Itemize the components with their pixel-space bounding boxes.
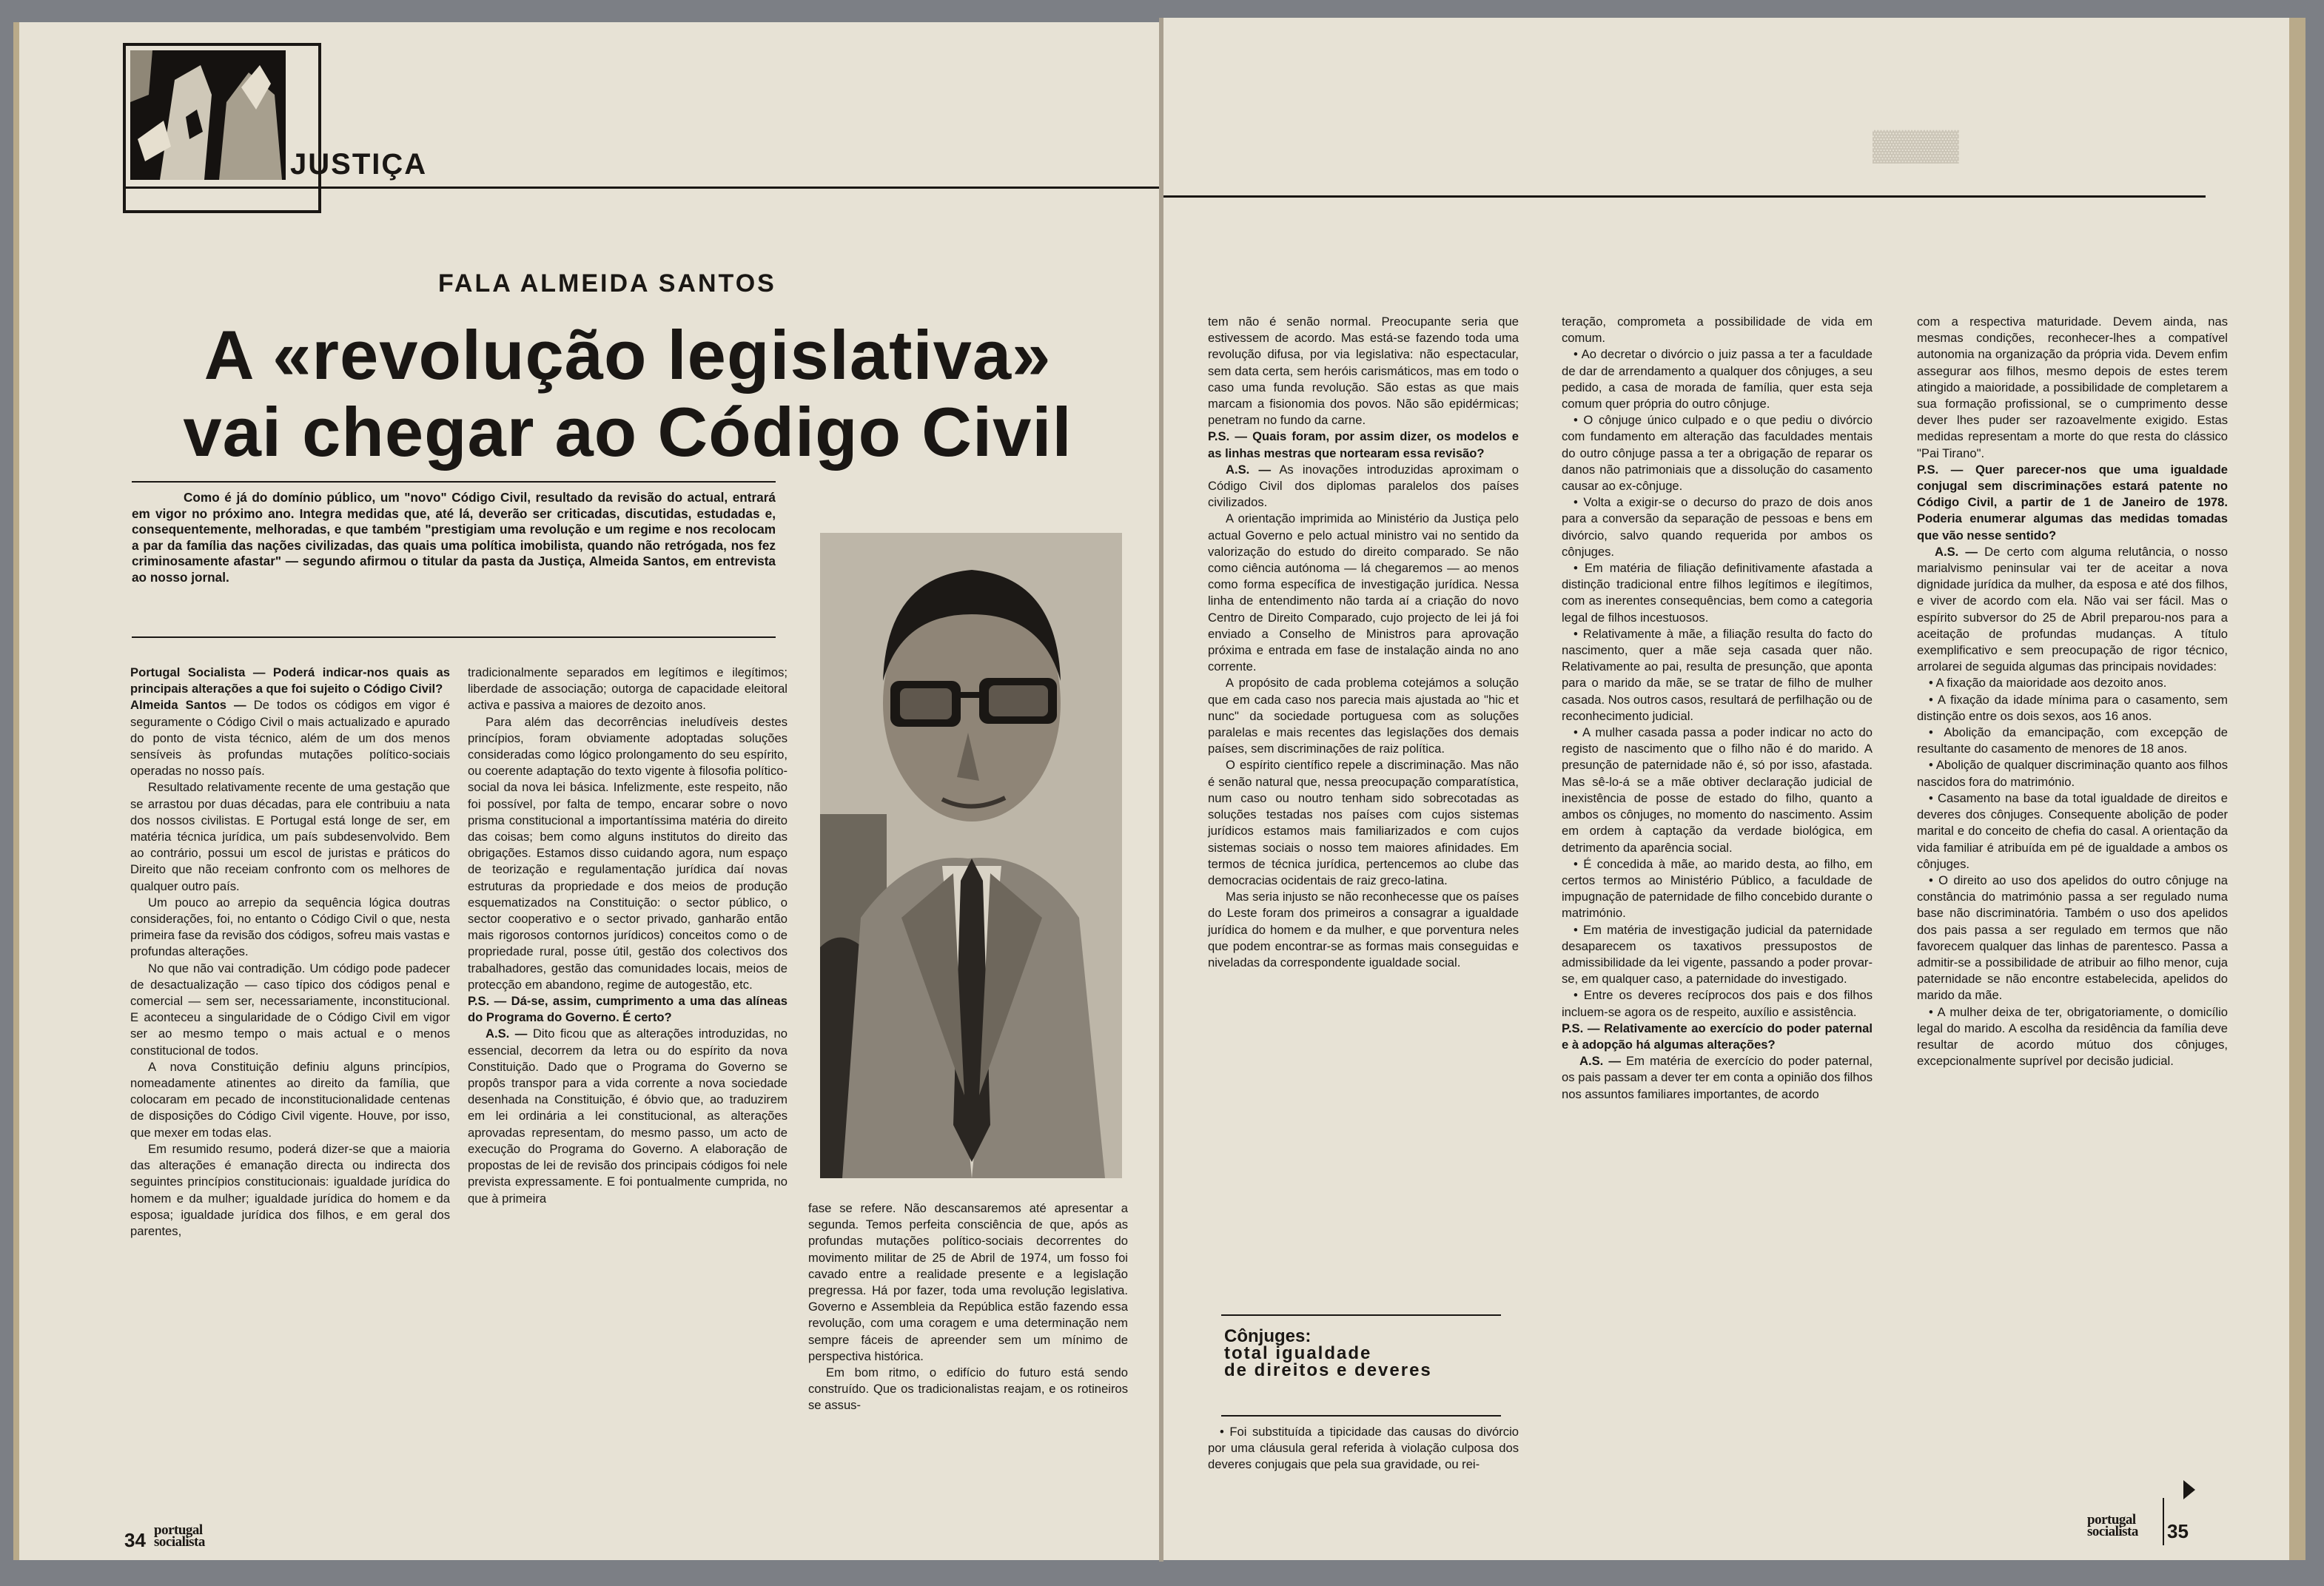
- bullet-list-col4: [1208, 1424, 1519, 1474]
- answer-3: As inovações introduzidas aproximam o Código Civil dos diplomas paralelos dos países civilizados.: [1208, 462, 1519, 510]
- article-column-5: [1562, 314, 1873, 1103]
- bullet-item: • Abolição da emancipação, com excepção de resultante do casamento de menores de 18 anos.: [1917, 725, 2228, 756]
- question-3: P.S. — Quais foram, por assim dizer, os modelos e as linhas mestras que nortearam essa revisão?: [1208, 429, 1519, 460]
- question-2: P.S. — Dá-se, assim, cumprimento a uma das alíneas do Programa do Governo. É certo?: [468, 994, 787, 1025]
- question-4: P.S. — Relativamente ao exercício do poder paternal e à adopção há algumas alterações?: [1562, 1021, 1873, 1052]
- bullet-item: • Em matéria de filiação definitivamente afastada a distinção tradicional entre filhos legítimos e ilegítimos, com as inerentes consequências, bem como a categoria legal de filhos incestuosos.: [1562, 561, 1873, 625]
- bullet-item: • Abolição de qualquer discriminação quanto aos filhos nascidos fora do matrimónio.: [1917, 758, 2228, 789]
- bullet-item: • É concedida à mãe, ao marido desta, ao filho, em certos termos ao Ministério Público, a faculdade de impugnação de paternidade de filho concebido durante o matrimónio.: [1562, 856, 1873, 921]
- subhead-rule-top: [1221, 1314, 1501, 1316]
- page-edge: [13, 22, 19, 1560]
- section-rule-right: [1162, 195, 2206, 198]
- kicker: FALA ALMEIDA SANTOS: [438, 269, 776, 298]
- paragraph: tem não é senão normal. Preocupante seria que estivessem de acordo. Mas está-se fazendo toda uma revolução difusa, por via legislativa: não espectacular, sem data certa, sem heróis carismáticos, mas em todo o caso uma funda revolução. São estas as que mais marcam a fisionomia dos povos. Não são epidérmicas; penetram no fundo da carne.: [1208, 315, 1519, 428]
- answer-4: Em matéria de exercício do poder paternal, os pais passam a dever ter em conta a opinião dos filhos nos assuntos familiares importantes, de acordo: [1562, 1054, 1873, 1101]
- show-through-text: ▓▓▓▓: [1873, 129, 1959, 161]
- bullet-item: • Relativamente à mãe, a filiação resulta do facto do nascimento, quer a mãe seja casada quer não. Relativamente ao pai, resulta de presunção, que aponta para o marido da mãe, se se tratar de filho de mulher casada. Nos outros casos, resultará de perfilhação ou de reconhecimento judicial.: [1562, 626, 1873, 723]
- paragraph: fase se refere. Não descansaremos até apresentar a segunda. Temos perfeita consciência de que, após as profundas mutações político-sociais decorrentes do movimento militar de 25 de Abril de 1974, um fosso foi cavado entre a realidade presente e a legislação pregressa. Há por fazer, toda uma revolução legislativa. Governo e Assembleia da República estão fazendo essa revolução, com uma coragem e uma determinação nem sempre fáceis de apreender sem um mínimo de perspectiva histórica.: [808, 1201, 1128, 1363]
- bullet-item: • Casamento na base da total igualdade de direitos e deveres dos cônjuges. Consequente abolição de poder marital e do conceito de chefia do casal. A orientação da vida familiar é atribuída em pé de igualdade a ambos os cônjuges.: [1917, 790, 2228, 871]
- lead-paragraph: Como é já do domínio público, um "novo" Código Civil, resultado da revisão do actual, entrará em vigor no próximo ano. Integra medidas que, até lá, deverão ser criticadas, discutidas, estudadas e, consequentemente, melhoradas, e que também "prestigiam uma revolução e um regime e nos recolocam a par da família das nações civilizadas, das quais uma política imobilista, quando não retrógada, nos fez criminosamente afastar" — segundo afirmou o titular da pasta da Justiça, Almeida Santos, em entrevista ao nosso jornal.: [132, 490, 776, 585]
- paragraph: O espírito científico repele a discriminação. Mas não é senão natural que, nessa preocupação comparatística, num caso ou noutro tenham sido sobrecotadas as soluções testadas nos países com cujos sistemas jurídicos estamos mais familiarizados e com cujos sistemas sociais o nosso tem maiores afinidades. Em termos de técnica jurídica, pertencemos ao clube das democracias ocidentais de raiz greco-latina.: [1208, 758, 1519, 887]
- bullet-item: • Em matéria de investigação judicial da paternidade desaparecem os taxativos pressupostos de admissibilidade da lei vigente, passando a poder provar-se, em qualquer caso, a paternidade do investigado.: [1562, 922, 1873, 987]
- paragraph: No que não vai contradição. Um código pode padecer de desactualização — caso típico dos códigos penal e comercial — sem ser, necessariamente, inconstitucional. E aconteceu a singularidade de o Código Civil em vigor ser ao mesmo tempo o mais actual e o menos constitucional de todos.: [130, 961, 450, 1058]
- lead-rule-bottom: [132, 636, 776, 638]
- article-column-3: [808, 1200, 1128, 1414]
- bullet-item: • A mulher deixa de ter, obrigatoriamente, o domicílio legal do marido. A escolha da residência da família deve resultar de acordo mútuo dos cônjuges, excepcionalmente suprível por decisão judicial.: [1917, 1004, 2228, 1069]
- answer-speaker: A.S. —: [1226, 462, 1272, 477]
- page-number-right: 35: [2167, 1520, 2189, 1542]
- answer-speaker: A.S. —: [486, 1026, 528, 1041]
- answer-2: Dito ficou que as alterações introduzidas, no essencial, decorrem da letra ou do espírito da nova Constituição. Dado que o Programa do Governo se propôs transpor para a vida corrente a nova sociedade desenhada na Constituição, é óbvio que, ao traduzirem em lei ordinária a lei constitucional, as alterações aprovadas representam, do mesmo passo, um acto de execução do Programa do Governo. A elaboração de propostas de lei de revisão dos principais códigos foi nele prevista expressamente. E foi pontualmente cumprida, no que à primeira: [468, 1026, 787, 1206]
- section-rule: [123, 187, 1161, 189]
- page-number-left: 34: [124, 1529, 146, 1551]
- headline-line-1: A «revolução legislativa»: [204, 316, 1052, 394]
- bullet-item: • Entre os deveres recíprocos dos pais e dos filhos incluem-se agora os de respeito, auxílio e assistência.: [1562, 988, 1873, 1019]
- article-column-4: [1208, 314, 1519, 971]
- answer-speaker: A.S. —: [1579, 1054, 1621, 1069]
- masthead-logo-left: portugal socialista: [154, 1522, 205, 1550]
- subhead-rule-bottom: [1221, 1415, 1501, 1417]
- headline-line-2: vai chegar ao Código Civil: [183, 393, 1072, 471]
- subheading: Cônjuges: total igualdade de direitos e deveres: [1224, 1326, 1432, 1380]
- portrait-photo: [820, 533, 1122, 1178]
- bullet-item: • A fixação da idade mínima para o casamento, sem distinção entre os dois sexos, aos 16 anos.: [1917, 692, 2228, 723]
- lead-rule-top: [132, 481, 776, 483]
- page-edge: [2289, 18, 2305, 1560]
- left-page: [13, 22, 1162, 1560]
- bullet-item: • A mulher casada passa a poder indicar no acto do registo de nascimento que o filho não é do marido. A presunção de paternidade não é, só por isso, afastada. Mas sê-lo-á se a mãe obtiver declaração judicial de inexistência de posse de estado do filho, quanto a ambos os cônjuges, no momento do nascimento. Assim em ordem à captação da verdade biológica, em detrimento da aparência social.: [1562, 725, 1873, 855]
- question-5: P.S. — Quer parecer-nos que uma igualdade conjugal sem discriminações estará patente no Código Civil, a partir de 1 de Janeiro de 1978. Poderia enumerar algumas das medidas tomadas que vão nesse sentido?: [1917, 462, 2228, 542]
- answer-1: De todos os códigos em vigor é seguramente o Código Civil o mais actualizado e apurado do ponto de vista técnico, além de um dos menos sensíveis às profundas mutações político-sociais operadas no nosso país.: [130, 698, 450, 779]
- bullet-item: • O direito ao uso dos apelidos do outro cônjuge na constância do matrimónio passa a ser regulado numa base não discriminatória. Também o uso dos apelidos dos pais passa a ser regulado em termos que não favorecem qualquer das linhas de parentesco. Passa a admitir-se a possibilidade de atribuir ao filho menor, cuja paternidade se não encontre estabelecida, apelidos do marido da mãe.: [1917, 873, 2228, 1003]
- footer-divider: [2163, 1498, 2164, 1545]
- answer-speaker: Almeida Santos —: [130, 698, 246, 713]
- paragraph: com a respectiva maturidade. Devem ainda, nas mesmas condições, reconhecer-lhes a compatível autonomia na organização da própria vida. Devem enfim assegurar aos filhos, mesmo depois de estes terem atingido a maioridade, a possibilidade de completarem a sua formação profissional, se o cumprimento desse dever lhes puder ser razoavelmente exigido. Estas medidas representam a morte do que resta do clássico "Pai Tirano".: [1917, 315, 2228, 460]
- spine-gutter: [1159, 18, 1163, 1562]
- answer-speaker: A.S. —: [1935, 544, 1978, 559]
- section-title: JUSTIÇA: [290, 148, 428, 181]
- bullet-item: • O cônjuge único culpado e o que pediu o divórcio com fundamento em alteração das faculdades mentais do outro cônjuge passa a ter a obrigação de reparar os danos não patrimoniais que a dissolução do casamento causar ao ex-cônjuge.: [1562, 413, 1873, 494]
- bullet-item: • Ao decretar o divórcio o juiz passa a ter a faculdade de dar de arrendamento a qualquer dos cônjuges, a seu pedido, a casa de morada de família, quer esta seja comum quer própria do outro cônjuge.: [1562, 347, 1873, 411]
- paragraph: Em bom ritmo, o edifício do futuro está sendo construído. Que os tradicionalistas reajam, e os rotineiros se assus-: [808, 1365, 1128, 1413]
- continue-arrow-icon: [2183, 1480, 2195, 1499]
- paragraph: Para além das decorrências ineludíveis destes princípios, foram obviamente adoptadas soluções consideradas como lógico prolongamento do seu espírito, ou coerente adaptação do texto vigente à filosofia político-social da nova lei básica. Infelizmente, este respeito, não foi possível, por falta de tempo, encarar sobre o novo prisma constitucional a importantíssima matéria do direito das coisas; bem como alguns institutos do direito das obrigações. Estamos disso cuidando agora, num espaço de teorização e regulamentação jurídica daí novas estruturas da propriedade e dos meios de produção esquematizados na Constituição: o sector público, o sector cooperativo e o sector privado, ganharão então mais rigorosos contornos jurídicos) conceitos como o de propriedade rural, posse útil, gestão dos colectivos dos trabalhadores, gestão das comunidades locais, meios de protecção em abandono, regime de autogestão, etc.: [468, 714, 787, 992]
- paragraph: A propósito de cada problema cotejámos a solução que em cada caso nos parecia mais ajustada ao "hic et nunc" da sociedade portuguesa com as soluções paralelas e mais recentes das legislações dos demais países, sem discriminações de raiz política.: [1208, 676, 1519, 756]
- paragraph: Mas seria injusto se não reconhecesse que os países do Leste foram dos primeiros a consagrar a igualdade jurídica do homem e da mulher, e que porventura neles que podem encontrar-se as formas mais conseguidas e niveladas da correspondente igualdade social.: [1208, 890, 1519, 970]
- paragraph: A nova Constituição definiu alguns princípios, nomeadamente atinentes ao direito da família, que colocaram em pecado de inconstitucionalidade centenas de disposições do Código Civil vigente. Houve, por isso, que mexer em todas elas.: [130, 1059, 450, 1140]
- bullet-item: • A fixação da maioridade aos dezoito anos.: [1929, 676, 2167, 690]
- paragraph: teração, comprometa a possibilidade de vida em comum.: [1562, 315, 1873, 346]
- paragraph: Resultado relativamente recente de uma gestação que se arrastou por duas décadas, para ele contribuiu a nata dos nossos civilistas. E Portugal está longe de ser, em matéria técnica jurídica, um país subdesenvolvido. Bem ao contrário, possui um escol de juristas e práticos do Direito que não receiam confronto com os melhores de qualquer outro país.: [130, 780, 450, 893]
- masthead-logo-right: portugal socialista: [2087, 1512, 2138, 1539]
- article-column-2: [468, 665, 787, 1207]
- paragraph: Um pouco ao arrepio da sequência lógica doutras considerações, foi, no entanto o Código Civil o que, nesta primeira fase da revisão dos códigos, sofreu mais vastas e profundas alterações.: [130, 895, 450, 959]
- question-1: Portugal Socialista — Poderá indicar-nos quais as principais alterações a que foi sujeito o Código Civil?: [130, 665, 450, 696]
- bullet-item: • Volta a exigir-se o decurso do prazo de dois anos para a conversão da separação de pessoas e bens em divórcio, salvo quando requerida por ambos os cônjuges.: [1562, 495, 1873, 559]
- paragraph: Em resumido resumo, poderá dizer-se que a maioria das alterações é emanação directa ou indirecta dos seguintes princípios constitucionais: igualdade jurídica do homem e da mulher; igualdade jurídica do homem e da esposa; igualdade jurídica dos filhos, e em geral dos parentes,: [130, 1141, 450, 1238]
- answer-5: De certo com alguma relutância, o nosso marialvismo peninsular vai ter de aceitar a nova dignidade jurídica da mulher, da esposa e até dos filhos, e viver de acordo com ela. Não vai ser fácil. Mas o espírito subversor do 25 de Abril preparou-nos para a aceitação de profundas mudanças. A título exemplificativo e sem preocupação de rigor técnico, arrolarei de seguida algumas das principais novidades:: [1917, 544, 2228, 674]
- article-column-1: [130, 665, 450, 1240]
- bullet-item: • Foi substituída a tipicidade das causas do divórcio por uma cláusula geral referida à violação culposa dos deveres conjugais que pela sua gravidade, ou rei-: [1208, 1425, 1519, 1472]
- justice-logo-image: [130, 50, 286, 180]
- paragraph: A orientação imprimida ao Ministério da Justiça pelo actual Governo e pelo actual ministro vai no sentido da valorização do estudo do direito comparado. Se não como ciência autónoma — lá chegaremos — ao menos como forma específica de investigação jurídica. Nessa linha de entendimento não tarda aí a criação do novo Centro de Direito Comparado, cujo projecto de lei já foi enviado a Conselho de Ministros para aprovação próxima e entrada em fase de instalação ainda no ano corrente.: [1208, 511, 1519, 674]
- right-page: [1162, 18, 2305, 1560]
- paragraph: tradicionalmente separados em legítimos e ilegítimos; liberdade de associação; outorga de capacidade eleitoral activa e passiva a maiores de dezoito anos.: [468, 665, 787, 713]
- article-column-6: [1917, 314, 2228, 1069]
